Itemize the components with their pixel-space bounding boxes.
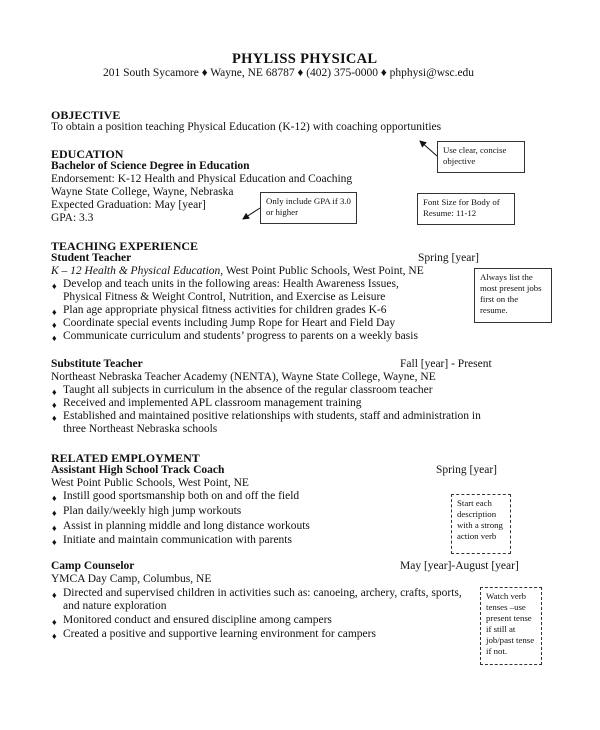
track-coach-place: West Point Public Schools, West Point, NE: [51, 477, 249, 489]
track-coach-title: Assistant High School Track Coach: [51, 464, 225, 476]
list-item: Monitored conduct and ensured discipline among campers: [63, 614, 332, 626]
bullet-icon: ♦: [52, 387, 57, 397]
list-item: Communicate curriculum and students’ progress to parents on a weekly basis: [63, 330, 418, 342]
list-item: Physical Fitness & Weight Control, Nutrition, and Exercise as Leisure: [63, 291, 386, 303]
related-heading: RELATED EMPLOYMENT: [51, 451, 200, 465]
list-item: Created a positive and supportive learning environment for campers: [63, 628, 376, 640]
substitute-teacher-date: Fall [year] - Present: [400, 358, 492, 370]
bullet-icon: ♦: [52, 400, 57, 410]
student-teacher-subject: K – 12 Health & Physical Education,: [51, 265, 224, 277]
degree: Bachelor of Science Degree in Education: [51, 160, 250, 172]
note-action-verb: Start each description with a strong action verb: [451, 494, 511, 554]
list-item: and nature exploration: [63, 600, 167, 612]
list-item: Taught all subjects in curriculum in the absence of the regular classroom teacher: [63, 384, 433, 396]
contact-line: 201 South Sycamore ♦ Wayne, NE 68787 ♦ (402) 375-0000 ♦ phphysi@wsc.edu: [103, 67, 475, 79]
camp-counselor-title: Camp Counselor: [51, 560, 135, 572]
bullet-icon: ♦: [52, 493, 57, 503]
bullet-icon: ♦: [52, 537, 57, 547]
bullet-icon: ♦: [52, 508, 57, 518]
list-item: Directed and supervised children in activities such as: canoeing, archery, crafts, sports,: [63, 587, 462, 599]
note-concise-objective: Use clear, concise objective: [437, 141, 525, 173]
graduation: Expected Graduation: May [year]: [51, 199, 206, 211]
bullet-icon: ♦: [52, 320, 57, 330]
camp-counselor-date: May [year]-August [year]: [400, 560, 519, 572]
endorsement: Endorsement: K-12 Health and Physical Education and Coaching: [51, 173, 353, 185]
student-teacher-school: West Point Public Schools, West Point, NE: [223, 265, 424, 277]
list-item: three Northeast Nebraska schools: [63, 423, 218, 435]
list-item: Plan age appropriate physical fitness activities for children grades K-6: [63, 304, 387, 316]
list-item: Plan daily/weekly high jump workouts: [63, 505, 242, 517]
bullet-icon: ♦: [52, 590, 57, 600]
bullet-icon: ♦: [52, 281, 57, 291]
teaching-heading: TEACHING EXPERIENCE: [51, 239, 199, 253]
list-item: Received and implemented APL classroom management training: [63, 397, 362, 409]
bullet-icon: ♦: [52, 333, 57, 343]
note-verb-tense: Watch verb tenses –use present tense if still at job/past tense if not.: [480, 587, 542, 665]
substitute-teacher-place: Northeast Nebraska Teacher Academy (NENTA), Wayne State College, Wayne, NE: [51, 371, 436, 383]
student-teacher-title: Student Teacher: [51, 252, 132, 264]
gpa: GPA: 3.3: [51, 212, 94, 224]
note-recent-jobs: Always list the most present jobs first on the resume.: [474, 268, 552, 323]
arrow-gpa-icon: [243, 208, 260, 219]
note-gpa: Only include GPA if 3.0 or higher: [260, 192, 357, 224]
camp-counselor-place: YMCA Day Camp, Columbus, NE: [51, 573, 212, 585]
list-item: Instill good sportsmanship both on and off the field: [63, 490, 300, 502]
list-item: Initiate and maintain communication with parents: [63, 534, 292, 546]
list-item: Develop and teach units in the following areas: Health Awareness Issues,: [63, 278, 399, 290]
note-font-size: Font Size for Body of Resume: 11-12: [417, 193, 515, 225]
bullet-icon: ♦: [52, 617, 57, 627]
list-item: Assist in planning middle and long distance workouts: [63, 520, 310, 532]
student-teacher-date: Spring [year]: [418, 252, 479, 264]
substitute-teacher-title: Substitute Teacher: [51, 358, 143, 370]
objective-text: To obtain a position teaching Physical Education (K-12) with coaching opportunities: [51, 121, 442, 133]
bullet-icon: ♦: [52, 631, 57, 641]
objective-heading: OBJECTIVE: [51, 108, 121, 122]
bullet-icon: ♦: [52, 523, 57, 533]
bullet-icon: ♦: [52, 413, 57, 423]
bullet-icon: ♦: [52, 307, 57, 317]
track-coach-date: Spring [year]: [436, 464, 497, 476]
list-item: Coordinate special events including Jump Rope for Heart and Field Day: [63, 317, 396, 329]
list-item: Established and maintained positive relationships with students, staff and administration in: [63, 410, 481, 422]
resume-name: PHYLISS PHYSICAL: [232, 51, 378, 67]
education-heading: EDUCATION: [51, 147, 124, 161]
arrow-objective-icon: [420, 141, 437, 156]
school: Wayne State College, Wayne, Nebraska: [51, 186, 234, 198]
